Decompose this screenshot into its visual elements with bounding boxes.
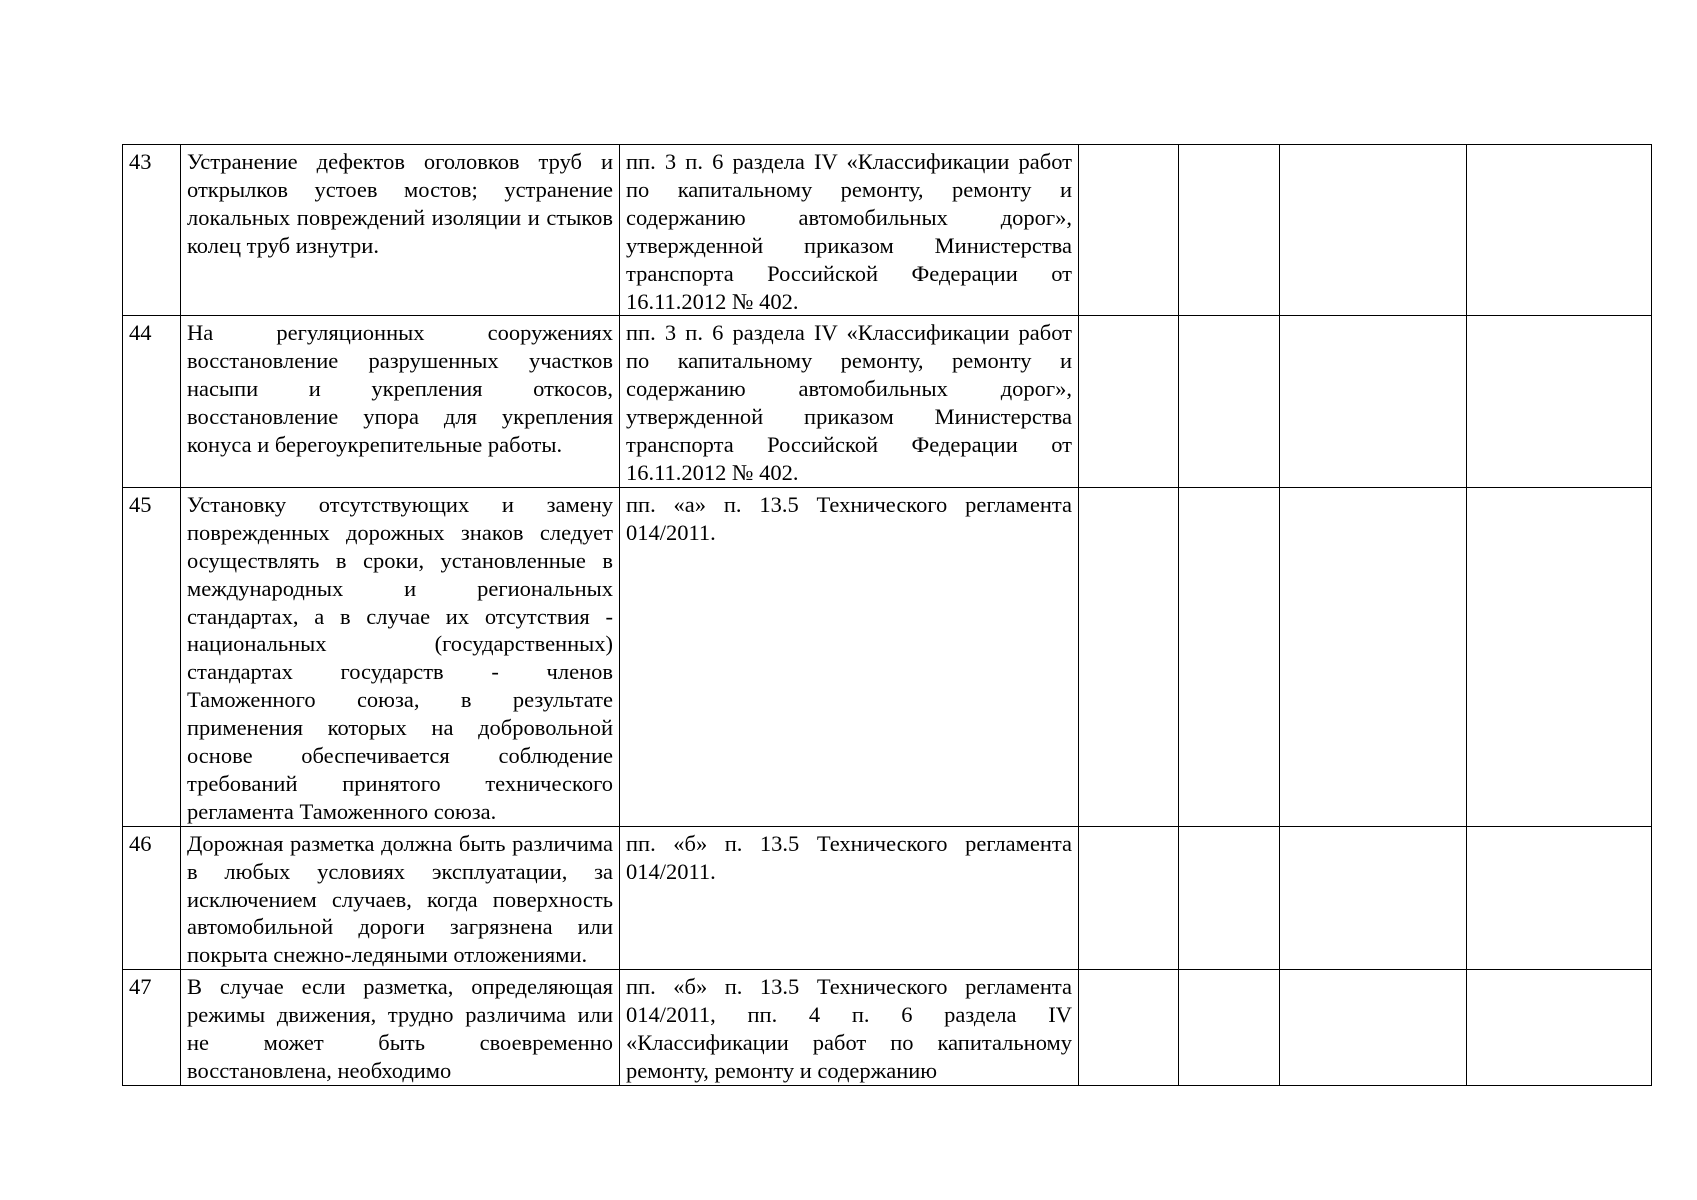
row-number: 45 bbox=[123, 487, 181, 826]
empty-cell bbox=[1280, 826, 1467, 970]
row-number: 44 bbox=[123, 316, 181, 487]
work-description: Дорожная разметка должна быть различима в любых условиях эксплуатации, за исключением случаев, когда поверхность автомобильной дороги загрязнена или покрыта снежно-ледяными отложениями. bbox=[181, 826, 620, 970]
empty-cell bbox=[1079, 826, 1179, 970]
work-description: Устранение дефектов оголовков труб и открылков устоев мостов; устранение локальных повреждений изоляции и стыков колец труб изнутри. bbox=[181, 145, 620, 316]
empty-cell bbox=[1079, 316, 1179, 487]
empty-cell bbox=[1179, 487, 1280, 826]
empty-cell bbox=[1179, 826, 1280, 970]
empty-cell bbox=[1079, 970, 1179, 1086]
row-number: 46 bbox=[123, 826, 181, 970]
legal-reference: пп. 3 п. 6 раздела IV «Классификации работ по капитальному ремонту, ремонту и содержанию автомобильных дорог», утвержденной приказом Министерства транспорта Российской Федерации от 16.11.2012 № 402. bbox=[620, 316, 1079, 487]
empty-cell bbox=[1467, 826, 1652, 970]
work-description: На регуляционных сооружениях восстановление разрушенных участков насыпи и укрепления откосов, восстановление упора для укрепления конуса и берегоукрепительные работы. bbox=[181, 316, 620, 487]
table-row bbox=[123, 487, 1652, 826]
empty-cell bbox=[1467, 487, 1652, 826]
legal-reference: пп. «а» п. 13.5 Технического регламента 014/2011. bbox=[620, 487, 1079, 826]
row-number: 43 bbox=[123, 145, 181, 316]
row-number: 47 bbox=[123, 970, 181, 1086]
table-row bbox=[123, 970, 1652, 1086]
empty-cell bbox=[1467, 970, 1652, 1086]
empty-cell bbox=[1467, 316, 1652, 487]
table-row bbox=[123, 826, 1652, 970]
empty-cell bbox=[1179, 145, 1280, 316]
legal-reference: пп. 3 п. 6 раздела IV «Классификации работ по капитальному ремонту, ремонту и содержанию автомобильных дорог», утвержденной приказом Министерства транспорта Российской Федерации от 16.11.2012 № 402. bbox=[620, 145, 1079, 316]
legal-reference: пп. «б» п. 13.5 Технического регламента 014/2011, пп. 4 п. 6 раздела IV «Классификации работ по капитальному ремонту, ремонту и содержанию bbox=[620, 970, 1079, 1086]
empty-cell bbox=[1280, 487, 1467, 826]
table-row bbox=[123, 316, 1652, 487]
empty-cell bbox=[1280, 145, 1467, 316]
empty-cell bbox=[1179, 970, 1280, 1086]
empty-cell bbox=[1280, 316, 1467, 487]
empty-cell bbox=[1467, 145, 1652, 316]
empty-cell bbox=[1179, 316, 1280, 487]
empty-cell bbox=[1079, 487, 1179, 826]
work-description: В случае если разметка, определяющая режимы движения, трудно различима или не может быть своевременно восстановлена, необходимо bbox=[181, 970, 620, 1086]
document-table bbox=[122, 144, 1652, 1086]
table-row bbox=[123, 145, 1652, 316]
work-description: Установку отсутствующих и замену поврежденных дорожных знаков следует осуществлять в сроки, установленные в международных и региональных стандартах, а в случае их отсутствия - национальных (государственных) стандартах государств - членов Таможенного союза, в результате применения которых на добровольной основе обеспечивается соблюдение требований принятого технического регламента Таможенного союза. bbox=[181, 487, 620, 826]
empty-cell bbox=[1079, 145, 1179, 316]
legal-reference: пп. «б» п. 13.5 Технического регламента 014/2011. bbox=[620, 826, 1079, 970]
empty-cell bbox=[1280, 970, 1467, 1086]
